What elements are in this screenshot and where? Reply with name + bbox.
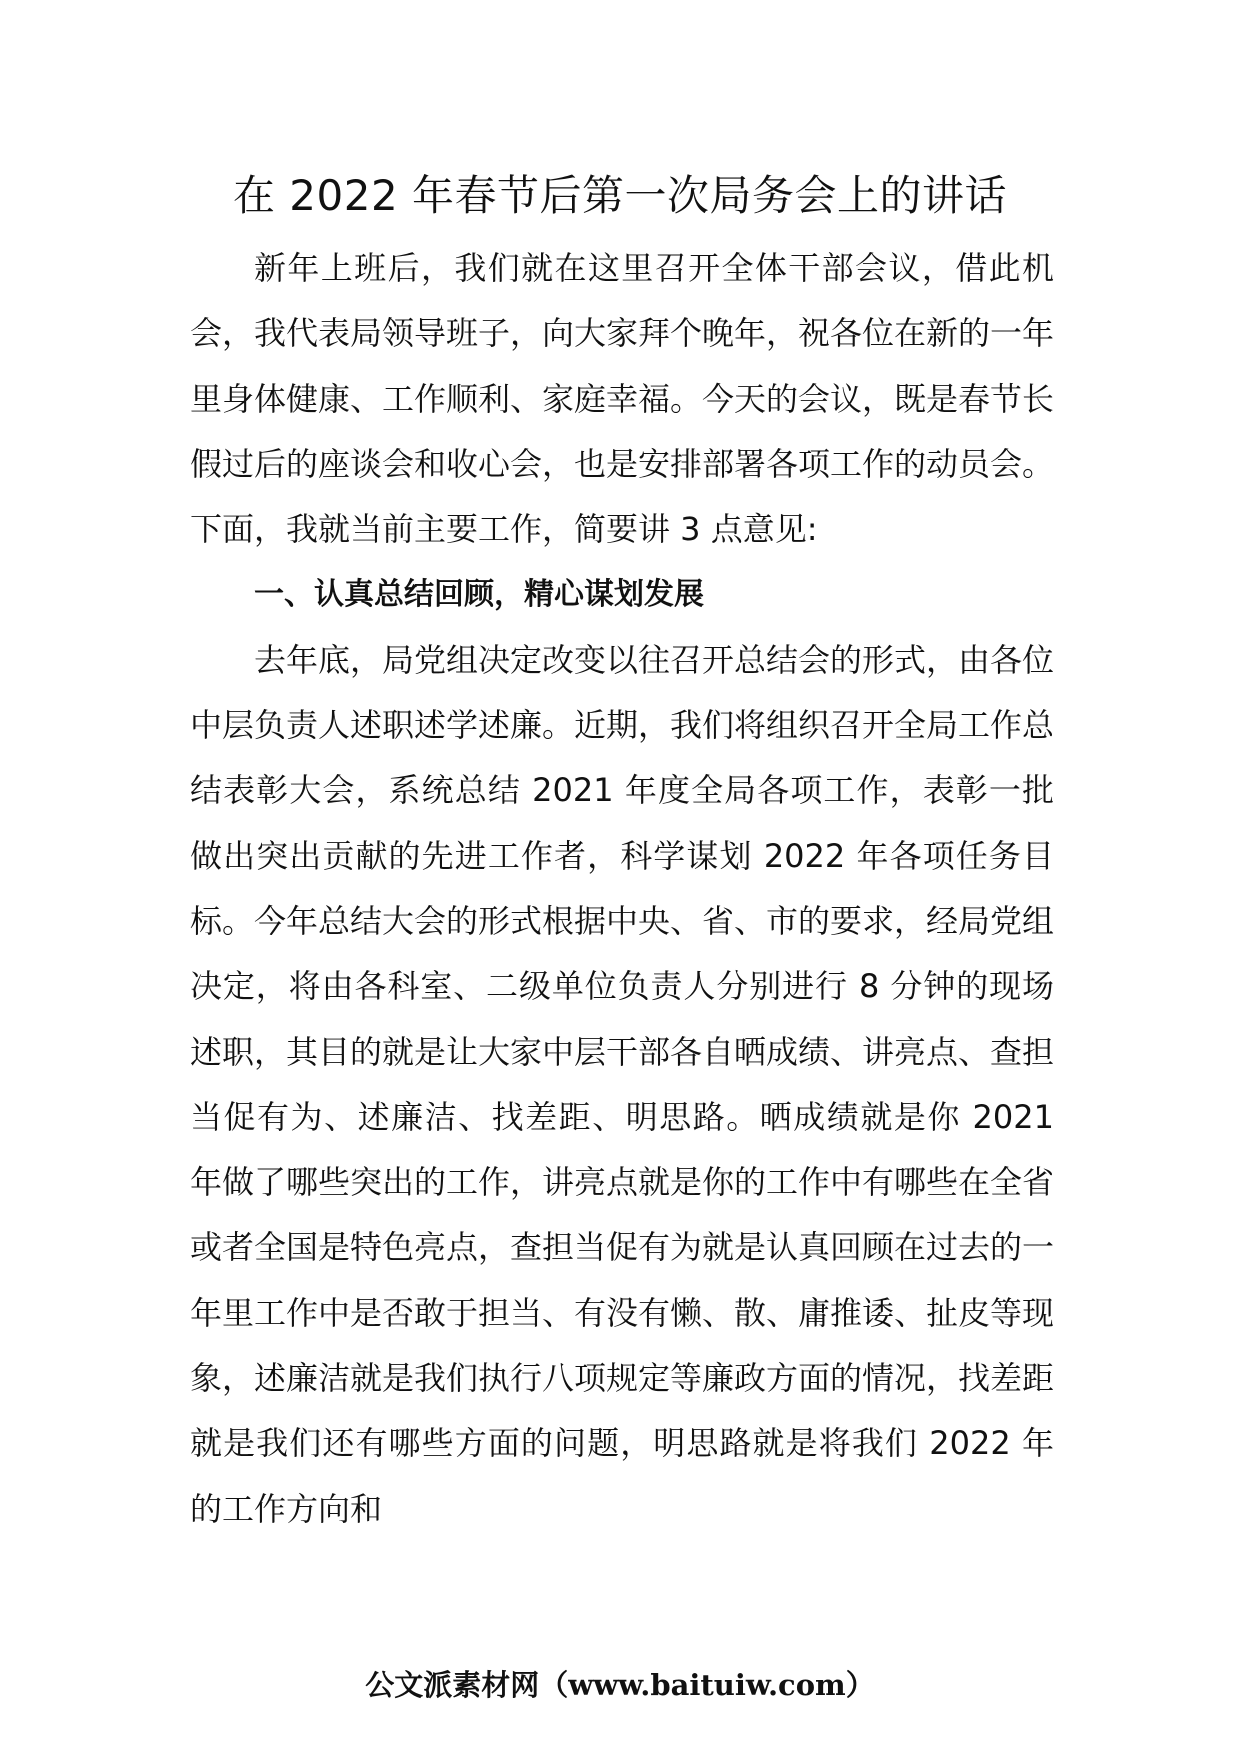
paragraph-section-one: 去年底，局党组决定改变以往召开总结会的形式，由各位中层负责人述职述学述廉。近期，我们将组织召开全局工作总结表彰大会，系统总结 2021 年度全局各项工作，表彰一批做出突出贡献的先进工作者，科学谋划 2022 年各项任务目标。今年总结大会的形式根据中央、省、市的要求，经局党组决定，将由各科室、二级单位负责人分别进行 8 分钟的现场述职，其目的就是让大家中层干部各自晒成绩、讲亮点、查担当促有为、述廉洁、找差距、明思路。晒成绩就是你 2021 年做了哪些突出的工作，讲亮点就是你的工作中有哪些在全省或者全国是特色亮点，查担当促有为就是认真回顾在过去的一年里工作中是否敢于担当、有没有懒、散、庸推诿、扯皮等现象，述廉洁就是我们执行八项规定等廉政方面的情况，找差距就是我们还有哪些方面的问题，明思路就是将我们 2022 年的工作方向和 <box>190 640 1055 1528</box>
document-body <box>190 236 1054 1542</box>
section-heading: 一、认真总结回顾，精心谋划发展 <box>254 577 704 613</box>
document-title: 在 2022 年春节后第一次局务会上的讲话 <box>232 171 1008 220</box>
footer-watermark: 公文派素材网（www.baituiw.com） <box>365 1668 875 1702</box>
paragraph-opening: 新年上班后，我们就在这里召开全体干部会议，借此机会，我代表局领导班子，向大家拜个晚年，祝各位在新的一年里身体健康、工作顺利、家庭幸福。今天的会议，既是春节长假过后的座谈会和收心会，也是安排部署各项工作的动员会。下面，我就当前主要工作，简要讲 3 点意见: <box>190 249 1055 549</box>
